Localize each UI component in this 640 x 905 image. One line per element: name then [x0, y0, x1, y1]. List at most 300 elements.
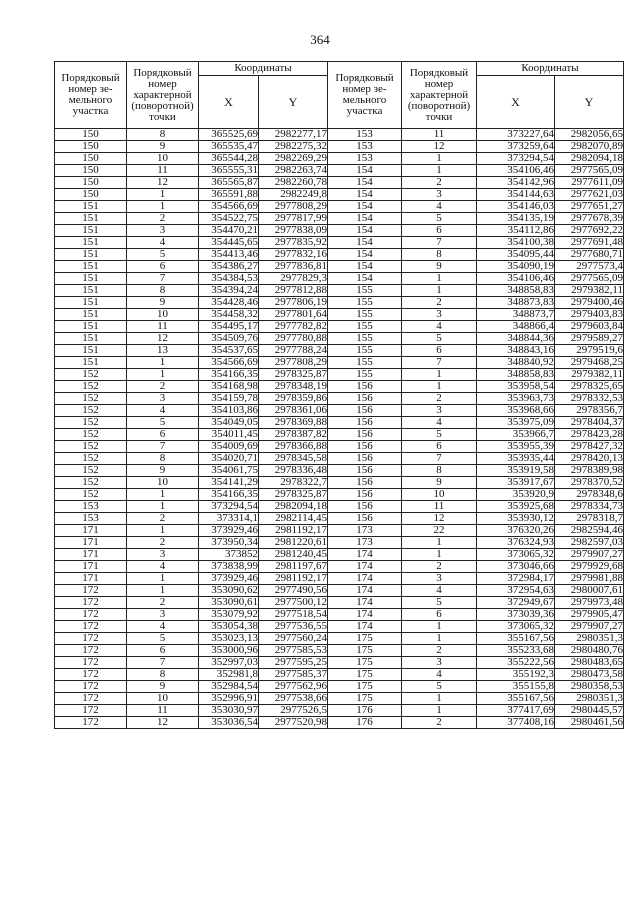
cell-parcel-number-2: 156 [328, 513, 402, 525]
table-row [55, 489, 624, 501]
cell-y-coordinate-2: 2977565,09 [555, 165, 624, 177]
cell-point-number-2: 2 [402, 645, 477, 657]
cell-point-number-2: 2 [402, 561, 477, 573]
cell-parcel-number: 151 [55, 357, 127, 369]
cell-parcel-number: 172 [55, 609, 127, 621]
cell-parcel-number-2: 153 [328, 153, 402, 165]
cell-x-coordinate-2: 373227,64 [477, 129, 555, 141]
cell-point-number: 3 [127, 609, 199, 621]
cell-y-coordinate-2: 2977573,4 [555, 261, 624, 273]
cell-parcel-number-2: 154 [328, 201, 402, 213]
table-row [55, 525, 624, 537]
cell-parcel-number-2: 156 [328, 393, 402, 405]
cell-y-coordinate: 2978361,06 [259, 405, 328, 417]
cell-point-number-2: 3 [402, 573, 477, 585]
cell-point-number: 10 [127, 309, 199, 321]
cell-x-coordinate: 354011,45 [199, 429, 259, 441]
table-row [55, 633, 624, 645]
cell-point-number: 8 [127, 129, 199, 141]
cell-x-coordinate-2: 373294,54 [477, 153, 555, 165]
cell-parcel-number-2: 156 [328, 381, 402, 393]
cell-point-number-2: 3 [402, 405, 477, 417]
cell-y-coordinate: 2977817,99 [259, 213, 328, 225]
cell-parcel-number: 172 [55, 693, 127, 705]
cell-x-coordinate: 354061,75 [199, 465, 259, 477]
cell-x-coordinate: 352997,03 [199, 657, 259, 669]
cell-x-coordinate: 354103,86 [199, 405, 259, 417]
cell-y-coordinate-2: 2980445,57 [555, 705, 624, 717]
cell-y-coordinate: 2977560,24 [259, 633, 328, 645]
cell-parcel-number-2: 153 [328, 141, 402, 153]
cell-y-coordinate: 2982277,17 [259, 129, 328, 141]
cell-parcel-number: 153 [55, 513, 127, 525]
cell-y-coordinate: 2982263,74 [259, 165, 328, 177]
cell-parcel-number: 172 [55, 717, 127, 729]
cell-y-coordinate-2: 2978427,32 [555, 441, 624, 453]
cell-parcel-number: 152 [55, 465, 127, 477]
table-row [55, 309, 624, 321]
cell-parcel-number-2: 175 [328, 645, 402, 657]
header-point-number-2: Порядковый номер характерной (поворотной) точки [402, 62, 477, 129]
cell-parcel-number-2: 154 [328, 237, 402, 249]
cell-x-coordinate: 354394,24 [199, 285, 259, 297]
cell-point-number: 2 [127, 381, 199, 393]
cell-point-number-2: 5 [402, 333, 477, 345]
cell-parcel-number: 152 [55, 453, 127, 465]
cell-point-number-2: 5 [402, 681, 477, 693]
cell-x-coordinate-2: 355155,8 [477, 681, 555, 693]
cell-parcel-number: 150 [55, 129, 127, 141]
cell-y-coordinate-2: 2977611,09 [555, 177, 624, 189]
cell-parcel-number-2: 155 [328, 297, 402, 309]
cell-x-coordinate-2: 353917,67 [477, 477, 555, 489]
cell-x-coordinate: 354166,35 [199, 489, 259, 501]
cell-parcel-number: 151 [55, 297, 127, 309]
page-number: 364 [310, 32, 330, 47]
table-row [55, 129, 624, 141]
cell-x-coordinate: 373929,46 [199, 525, 259, 537]
cell-parcel-number: 171 [55, 537, 127, 549]
cell-parcel-number: 152 [55, 417, 127, 429]
table-row [55, 669, 624, 681]
cell-x-coordinate-2: 355167,56 [477, 633, 555, 645]
cell-x-coordinate-2: 348866,4 [477, 321, 555, 333]
cell-point-number-2: 2 [402, 177, 477, 189]
table-row [55, 153, 624, 165]
cell-parcel-number: 152 [55, 381, 127, 393]
cell-parcel-number-2: 174 [328, 597, 402, 609]
cell-x-coordinate: 354166,35 [199, 369, 259, 381]
table-row [55, 609, 624, 621]
cell-x-coordinate: 354009,69 [199, 441, 259, 453]
cell-parcel-number-2: 154 [328, 273, 402, 285]
cell-point-number: 1 [127, 501, 199, 513]
cell-point-number: 6 [127, 261, 199, 273]
table-row [55, 561, 624, 573]
cell-y-coordinate-2: 2977692,22 [555, 225, 624, 237]
cell-parcel-number: 172 [55, 657, 127, 669]
table-row [55, 369, 624, 381]
cell-y-coordinate: 2977832,16 [259, 249, 328, 261]
cell-point-number: 3 [127, 225, 199, 237]
cell-point-number: 4 [127, 561, 199, 573]
cell-y-coordinate: 2977585,53 [259, 645, 328, 657]
cell-point-number-2: 1 [402, 369, 477, 381]
cell-x-coordinate: 373294,54 [199, 501, 259, 513]
cell-point-number: 2 [127, 213, 199, 225]
cell-point-number-2: 1 [402, 705, 477, 717]
cell-y-coordinate-2: 2978334,73 [555, 501, 624, 513]
cell-y-coordinate-2: 2978325,65 [555, 381, 624, 393]
cell-y-coordinate: 2977808,29 [259, 201, 328, 213]
cell-y-coordinate-2: 2978423,28 [555, 429, 624, 441]
cell-point-number-2: 4 [402, 201, 477, 213]
cell-y-coordinate: 2978325,87 [259, 369, 328, 381]
table-row [55, 213, 624, 225]
cell-y-coordinate-2: 2979981,88 [555, 573, 624, 585]
cell-point-number-2: 9 [402, 261, 477, 273]
cell-parcel-number: 152 [55, 393, 127, 405]
table-row [55, 585, 624, 597]
cell-parcel-number-2: 155 [328, 321, 402, 333]
cell-point-number: 10 [127, 153, 199, 165]
table-row [55, 453, 624, 465]
cell-point-number-2: 1 [402, 633, 477, 645]
cell-point-number: 9 [127, 681, 199, 693]
cell-x-coordinate: 365544,28 [199, 153, 259, 165]
table-row [55, 333, 624, 345]
table-row [55, 141, 624, 153]
cell-point-number-2: 5 [402, 213, 477, 225]
cell-y-coordinate-2: 2977680,71 [555, 249, 624, 261]
header-parcel-number-2: Порядковый номер зе-мельного участка [328, 62, 402, 129]
cell-y-coordinate: 2977780,88 [259, 333, 328, 345]
cell-point-number-2: 1 [402, 537, 477, 549]
cell-y-coordinate-2: 2982594,46 [555, 525, 624, 537]
cell-point-number: 2 [127, 537, 199, 549]
cell-y-coordinate: 2982114,45 [259, 513, 328, 525]
cell-parcel-number: 150 [55, 153, 127, 165]
cell-x-coordinate-2: 354106,46 [477, 273, 555, 285]
cell-y-coordinate-2: 2979519,6 [555, 345, 624, 357]
cell-y-coordinate: 2981192,17 [259, 573, 328, 585]
cell-parcel-number: 172 [55, 681, 127, 693]
cell-point-number-2: 1 [402, 621, 477, 633]
cell-point-number-2: 7 [402, 357, 477, 369]
cell-point-number-2: 11 [402, 129, 477, 141]
table-row [55, 537, 624, 549]
cell-x-coordinate-2: 353958,54 [477, 381, 555, 393]
cell-parcel-number-2: 175 [328, 633, 402, 645]
cell-y-coordinate: 2978322,7 [259, 477, 328, 489]
cell-y-coordinate: 2978369,88 [259, 417, 328, 429]
table-row [55, 285, 624, 297]
cell-y-coordinate-2: 2978348,6 [555, 489, 624, 501]
cell-x-coordinate: 352996,91 [199, 693, 259, 705]
cell-parcel-number-2: 156 [328, 429, 402, 441]
cell-parcel-number: 152 [55, 441, 127, 453]
table-row [55, 237, 624, 249]
cell-x-coordinate: 373852 [199, 549, 259, 561]
cell-parcel-number: 171 [55, 525, 127, 537]
cell-x-coordinate: 354566,69 [199, 357, 259, 369]
cell-parcel-number-2: 155 [328, 369, 402, 381]
cell-parcel-number-2: 156 [328, 501, 402, 513]
cell-point-number-2: 1 [402, 165, 477, 177]
table-row [55, 321, 624, 333]
cell-parcel-number-2: 154 [328, 225, 402, 237]
cell-x-coordinate-2: 355233,68 [477, 645, 555, 657]
cell-x-coordinate: 365565,87 [199, 177, 259, 189]
cell-x-coordinate: 354495,17 [199, 321, 259, 333]
cell-point-number: 1 [127, 189, 199, 201]
cell-y-coordinate: 2977835,92 [259, 237, 328, 249]
table-row [55, 177, 624, 189]
cell-x-coordinate-2: 353975,09 [477, 417, 555, 429]
cell-parcel-number: 151 [55, 321, 127, 333]
cell-parcel-number-2: 154 [328, 249, 402, 261]
cell-point-number-2: 3 [402, 309, 477, 321]
cell-point-number: 10 [127, 477, 199, 489]
cell-x-coordinate-2: 373259,64 [477, 141, 555, 153]
cell-y-coordinate-2: 2978420,13 [555, 453, 624, 465]
header-y-2: Y [555, 76, 624, 129]
cell-point-number: 7 [127, 441, 199, 453]
cell-x-coordinate: 352981,8 [199, 669, 259, 681]
cell-y-coordinate-2: 2980351,3 [555, 693, 624, 705]
cell-x-coordinate-2: 372954,63 [477, 585, 555, 597]
cell-x-coordinate: 354509,76 [199, 333, 259, 345]
cell-point-number: 1 [127, 357, 199, 369]
cell-parcel-number-2: 155 [328, 285, 402, 297]
cell-x-coordinate: 373838,99 [199, 561, 259, 573]
cell-x-coordinate-2: 353925,68 [477, 501, 555, 513]
cell-y-coordinate: 2978336,48 [259, 465, 328, 477]
cell-x-coordinate-2: 376320,26 [477, 525, 555, 537]
table-header [55, 62, 624, 129]
table-row [55, 441, 624, 453]
cell-point-number: 5 [127, 633, 199, 645]
table-row [55, 357, 624, 369]
cell-parcel-number-2: 175 [328, 669, 402, 681]
cell-point-number: 7 [127, 273, 199, 285]
cell-point-number: 6 [127, 429, 199, 441]
cell-parcel-number-2: 154 [328, 177, 402, 189]
cell-x-coordinate-2: 353930,12 [477, 513, 555, 525]
cell-x-coordinate-2: 354135,19 [477, 213, 555, 225]
cell-parcel-number: 151 [55, 237, 127, 249]
cell-point-number: 10 [127, 693, 199, 705]
cell-point-number-2: 6 [402, 609, 477, 621]
header-x: X [199, 76, 259, 129]
cell-x-coordinate-2: 372984,17 [477, 573, 555, 585]
cell-point-number-2: 2 [402, 297, 477, 309]
table-row [55, 597, 624, 609]
table-row [55, 621, 624, 633]
cell-y-coordinate: 2977812,88 [259, 285, 328, 297]
cell-x-coordinate: 354413,46 [199, 249, 259, 261]
cell-x-coordinate: 354522,75 [199, 213, 259, 225]
cell-x-coordinate-2: 354095,44 [477, 249, 555, 261]
cell-point-number: 4 [127, 405, 199, 417]
table-row [55, 681, 624, 693]
cell-point-number-2: 6 [402, 441, 477, 453]
cell-x-coordinate-2: 354146,03 [477, 201, 555, 213]
cell-point-number: 8 [127, 285, 199, 297]
header-y: Y [259, 76, 328, 129]
cell-y-coordinate-2: 2977691,48 [555, 237, 624, 249]
cell-parcel-number-2: 174 [328, 549, 402, 561]
cell-point-number-2: 8 [402, 249, 477, 261]
table-row [55, 405, 624, 417]
cell-point-number: 7 [127, 657, 199, 669]
cell-x-coordinate: 353030,97 [199, 705, 259, 717]
cell-point-number: 9 [127, 465, 199, 477]
cell-y-coordinate-2: 2979973,48 [555, 597, 624, 609]
cell-parcel-number: 152 [55, 477, 127, 489]
cell-y-coordinate-2: 2980007,61 [555, 585, 624, 597]
cell-x-coordinate: 353000,96 [199, 645, 259, 657]
cell-parcel-number: 151 [55, 213, 127, 225]
cell-parcel-number: 152 [55, 405, 127, 417]
cell-parcel-number: 151 [55, 333, 127, 345]
cell-parcel-number-2: 174 [328, 585, 402, 597]
cell-parcel-number-2: 174 [328, 609, 402, 621]
cell-point-number-2: 5 [402, 597, 477, 609]
cell-y-coordinate-2: 2979589,27 [555, 333, 624, 345]
cell-point-number-2: 4 [402, 585, 477, 597]
cell-point-number-2: 4 [402, 417, 477, 429]
cell-point-number-2: 7 [402, 237, 477, 249]
cell-y-coordinate-2: 2978332,53 [555, 393, 624, 405]
cell-y-coordinate: 2977526,5 [259, 705, 328, 717]
cell-parcel-number-2: 175 [328, 681, 402, 693]
cell-parcel-number-2: 156 [328, 453, 402, 465]
cell-parcel-number-2: 156 [328, 417, 402, 429]
cell-x-coordinate-2: 355192,3 [477, 669, 555, 681]
cell-parcel-number-2: 155 [328, 357, 402, 369]
cell-parcel-number-2: 175 [328, 693, 402, 705]
cell-point-number: 13 [127, 345, 199, 357]
cell-y-coordinate-2: 2978404,37 [555, 417, 624, 429]
cell-x-coordinate: 373314,1 [199, 513, 259, 525]
table-row [55, 201, 624, 213]
cell-parcel-number-2: 174 [328, 573, 402, 585]
cell-point-number: 9 [127, 141, 199, 153]
cell-x-coordinate: 354159,78 [199, 393, 259, 405]
cell-y-coordinate: 2978359,86 [259, 393, 328, 405]
cell-x-coordinate-2: 355222,56 [477, 657, 555, 669]
cell-x-coordinate-2: 354112,86 [477, 225, 555, 237]
cell-parcel-number: 152 [55, 489, 127, 501]
table-row [55, 717, 624, 729]
cell-x-coordinate-2: 348858,83 [477, 285, 555, 297]
cell-parcel-number: 151 [55, 273, 127, 285]
cell-y-coordinate: 2981197,67 [259, 561, 328, 573]
cell-y-coordinate: 2977536,55 [259, 621, 328, 633]
cell-y-coordinate-2: 2977565,09 [555, 273, 624, 285]
cell-x-coordinate-2: 348873,83 [477, 297, 555, 309]
cell-x-coordinate: 373950,34 [199, 537, 259, 549]
cell-parcel-number-2: 176 [328, 705, 402, 717]
cell-point-number-2: 1 [402, 693, 477, 705]
cell-parcel-number: 151 [55, 225, 127, 237]
cell-point-number: 12 [127, 177, 199, 189]
cell-parcel-number-2: 154 [328, 261, 402, 273]
cell-y-coordinate: 2977838,09 [259, 225, 328, 237]
cell-parcel-number: 171 [55, 573, 127, 585]
cell-x-coordinate: 365535,47 [199, 141, 259, 153]
cell-x-coordinate-2: 353935,44 [477, 453, 555, 465]
cell-x-coordinate-2: 354144,63 [477, 189, 555, 201]
cell-y-coordinate: 2981240,45 [259, 549, 328, 561]
cell-y-coordinate: 2977836,81 [259, 261, 328, 273]
cell-parcel-number-2: 175 [328, 657, 402, 669]
table-row [55, 189, 624, 201]
cell-y-coordinate-2: 2978356,7 [555, 405, 624, 417]
cell-parcel-number-2: 176 [328, 717, 402, 729]
cell-point-number-2: 1 [402, 549, 477, 561]
cell-y-coordinate-2: 2980483,65 [555, 657, 624, 669]
header-coordinates-2: Координаты [477, 62, 624, 76]
cell-y-coordinate: 2977788,24 [259, 345, 328, 357]
cell-x-coordinate: 353090,62 [199, 585, 259, 597]
cell-y-coordinate-2: 2977621,03 [555, 189, 624, 201]
cell-x-coordinate: 354384,53 [199, 273, 259, 285]
cell-y-coordinate-2: 2979468,25 [555, 357, 624, 369]
cell-point-number-2: 3 [402, 189, 477, 201]
cell-x-coordinate-2: 377408,16 [477, 717, 555, 729]
cell-parcel-number: 172 [55, 597, 127, 609]
cell-x-coordinate-2: 353955,39 [477, 441, 555, 453]
cell-x-coordinate-2: 372949,67 [477, 597, 555, 609]
table-row [55, 165, 624, 177]
cell-parcel-number: 172 [55, 633, 127, 645]
cell-parcel-number-2: 173 [328, 537, 402, 549]
cell-x-coordinate: 365555,31 [199, 165, 259, 177]
table-row [55, 381, 624, 393]
cell-x-coordinate: 354141,29 [199, 477, 259, 489]
cell-y-coordinate: 2977782,82 [259, 321, 328, 333]
header-parcel-number: Порядковый номер зе-мельного участка [55, 62, 127, 129]
cell-x-coordinate: 354470,21 [199, 225, 259, 237]
table-row [55, 465, 624, 477]
cell-x-coordinate-2: 353966,7 [477, 429, 555, 441]
cell-y-coordinate-2: 2979907,27 [555, 549, 624, 561]
cell-x-coordinate-2: 373039,36 [477, 609, 555, 621]
cell-y-coordinate: 2978348,19 [259, 381, 328, 393]
cell-y-coordinate: 2977808,29 [259, 357, 328, 369]
cell-x-coordinate-2: 373065,32 [477, 549, 555, 561]
cell-y-coordinate-2: 2982070,89 [555, 141, 624, 153]
cell-point-number: 5 [127, 249, 199, 261]
cell-point-number: 11 [127, 165, 199, 177]
cell-point-number: 11 [127, 321, 199, 333]
cell-y-coordinate: 2982094,18 [259, 501, 328, 513]
cell-y-coordinate: 2977595,25 [259, 657, 328, 669]
cell-point-number-2: 8 [402, 465, 477, 477]
cell-parcel-number-2: 155 [328, 309, 402, 321]
cell-y-coordinate: 2977562,96 [259, 681, 328, 693]
cell-point-number: 1 [127, 585, 199, 597]
cell-x-coordinate-2: 348843,16 [477, 345, 555, 357]
header-x-2: X [477, 76, 555, 129]
cell-x-coordinate: 354386,27 [199, 261, 259, 273]
cell-y-coordinate-2: 2980480,76 [555, 645, 624, 657]
cell-parcel-number-2: 155 [328, 333, 402, 345]
cell-point-number-2: 2 [402, 717, 477, 729]
cell-point-number-2: 3 [402, 657, 477, 669]
